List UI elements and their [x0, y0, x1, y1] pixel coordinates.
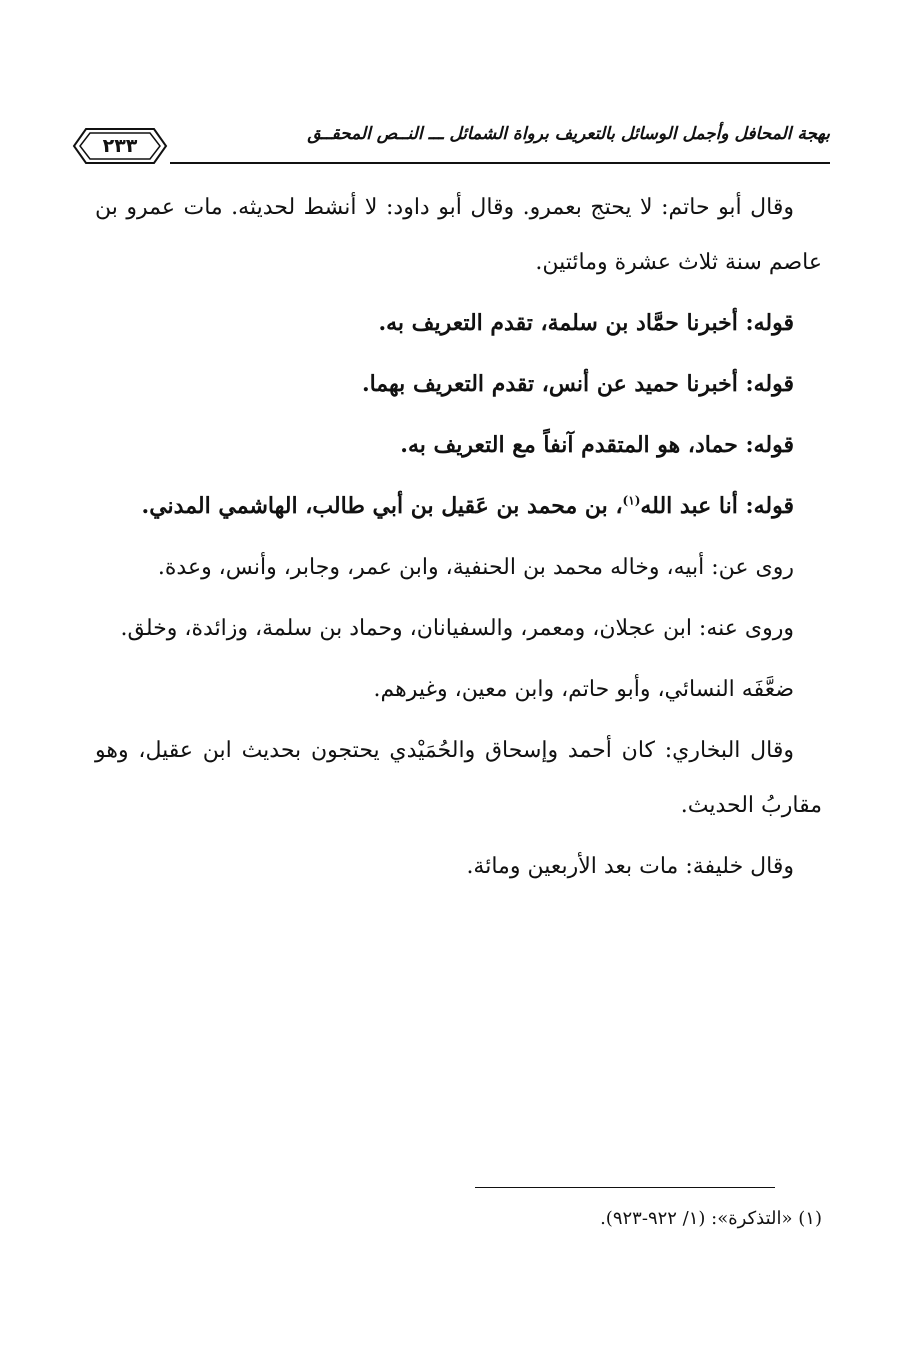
paragraph-narrated-by: وروى عنه: ابن عجلان، ومعمر، والسفيانان، وحماد بن سلمة، وزائدة، وخلق.: [120, 616, 794, 641]
footnote-reference: (١): [622, 493, 641, 508]
paragraph-khalifa: وقال خليفة: مات بعد الأربعين ومائة.: [466, 854, 794, 879]
header-rule: [170, 162, 830, 164]
paragraph-humaid-anas: قوله: أخبرنا حميد عن أنس، تقدم التعريف بهما.: [361, 371, 794, 397]
paragraph-narrated-from: روى عن: أبيه، وخاله محمد بن الحنفية، وابن عمر، وجابر، وأنس، وعدة.: [157, 555, 794, 580]
main-text: [95, 180, 822, 900]
paragraph-weakened-by: ضعَّفَه النسائي، وأبو حاتم، وابن معين، وغيرهم.: [373, 677, 794, 702]
abdullah-heading-end: ، بن محمد بن عَقيل بن أبي طالب، الهاشمي المدني.: [141, 493, 623, 519]
running-header: [60, 118, 830, 178]
footnote: (١) «التذكرة»: (١/ ٩٢٢-٩٢٣).: [600, 1208, 822, 1229]
page-number: ٢٣٣: [102, 135, 138, 157]
paragraph-bukhari: وقال البخاري: كان أحمد وإسحاق والحُمَيْدي يحتجون بحديث ابن عقيل، وهو مقاربُ الحديث.: [95, 738, 822, 818]
page-number-frame: [72, 126, 168, 166]
paragraph-abdullah-bin-aqil: [95, 479, 822, 534]
paragraph-amr-bin-asim: وقال أبو حاتم: لا يحتج بعمرو. وقال أبو داود: لا أنشط لحديثه. مات عمرو بن عاصم سنة ثلاث عشرة ومائتين.: [95, 195, 822, 275]
paragraph-hammad-bin-salama: قوله: أخبرنا حمَّاد بن سلمة، تقدم التعريف به.: [378, 310, 794, 336]
footnote-separator: [475, 1187, 775, 1188]
paragraph-hammad: قوله: حماد، هو المتقدم آنفاً مع التعريف به.: [400, 432, 794, 458]
abdullah-heading-start: قوله: أنا عبد الله: [640, 493, 794, 519]
header-title: بهجة المحافل وأجمل الوسائل بالتعريف برواة الشمائل ـــ النــص المحقــق: [307, 124, 830, 144]
